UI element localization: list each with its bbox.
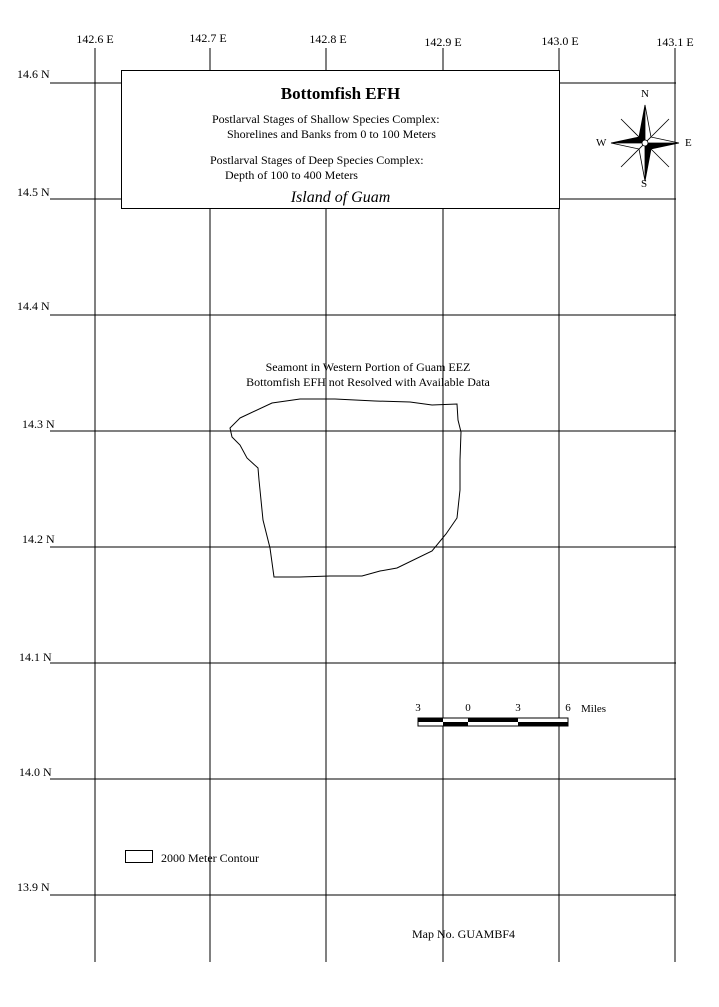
scale-seg-3	[468, 718, 518, 722]
scale-label-6: 6	[565, 702, 571, 714]
deep-complex-line1: Postlarval Stages of Deep Species Complex:	[210, 153, 424, 167]
compass-north-label: N	[641, 88, 649, 100]
lat-label-13-9n: 13.9 N	[17, 880, 50, 894]
lat-label-14-3n: 14.3 N	[22, 417, 55, 431]
map-number: Map No. GUAMBF4	[412, 927, 516, 941]
compass-north-arm-light	[645, 105, 651, 143]
scale-seg-4	[518, 722, 568, 726]
compass-north-arm	[639, 105, 645, 143]
scale-label-3: 3	[515, 702, 521, 714]
shallow-complex-line1: Postlarval Stages of Shallow Species Complex:	[212, 112, 440, 126]
compass-south-arm-light	[639, 143, 645, 181]
lon-label-143-0e: 143.0 E	[541, 34, 579, 48]
compass-center	[642, 140, 648, 146]
shallow-complex-line2: Shorelines and Banks from 0 to 100 Meters	[227, 127, 436, 141]
scale-seg-2	[443, 722, 468, 726]
lon-label-142-9e: 142.9 E	[424, 35, 462, 49]
lat-label-14-1n: 14.1 N	[19, 650, 52, 664]
scale-bar	[418, 718, 568, 726]
lat-label-14-6n: 14.6 N	[17, 67, 50, 81]
lon-label-142-8e: 142.8 E	[309, 32, 347, 46]
lat-label-14-4n: 14.4 N	[17, 299, 50, 313]
island-name: Island of Guam	[290, 189, 391, 206]
lon-label-142-6e: 142.6 E	[76, 32, 114, 46]
scale-seg-1	[418, 718, 443, 722]
seamount-contour	[230, 399, 461, 577]
lat-label-14-2n: 14.2 N	[22, 532, 55, 546]
lat-label-14-0n: 14.0 N	[19, 765, 52, 779]
compass-west-arm	[611, 137, 645, 143]
compass-west-label: W	[596, 137, 607, 149]
compass-east-arm	[645, 143, 679, 149]
legend-contour-swatch	[125, 850, 153, 863]
compass-rose	[611, 105, 679, 181]
scale-label-3-left: 3	[415, 702, 421, 714]
compass-west-arm-light	[611, 143, 645, 149]
lat-label-14-5n: 14.5 N	[17, 185, 50, 199]
map-title-box	[121, 70, 560, 209]
compass-south-arm	[645, 143, 651, 181]
legend-contour-label: 2000 Meter Contour	[161, 851, 259, 865]
compass-south-label: S	[641, 178, 648, 190]
compass-east-arm-light	[645, 137, 679, 143]
scale-label-0: 0	[465, 702, 471, 714]
lon-label-142-7e: 142.7 E	[189, 31, 227, 45]
deep-complex-line2: Depth of 100 to 400 Meters	[225, 168, 358, 182]
map-title: Bottomfish EFH	[280, 84, 401, 103]
compass-east-label: E	[685, 137, 692, 149]
seamount-note-line1: Seamont in Western Portion of Guam EEZ	[265, 360, 471, 374]
seamount-note-line2: Bottomfish EFH not Resolved with Available Data	[246, 375, 490, 389]
scale-unit: Miles	[581, 703, 607, 715]
lon-label-143-1e: 143.1 E	[656, 35, 694, 49]
